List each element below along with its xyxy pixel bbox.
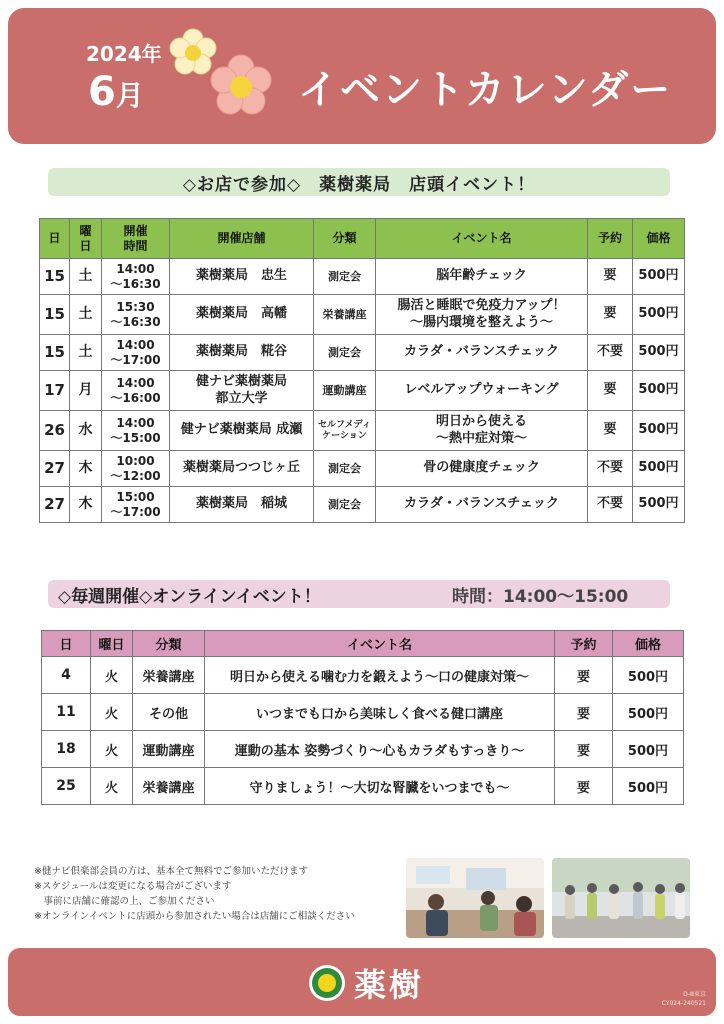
cell-price: 500円 [633,335,685,371]
cell-day: 25 [42,768,91,805]
col-header-reservation: 予約 [588,219,633,259]
cell-time-line: 14:00 [116,261,155,276]
cell-price: 500円 [613,694,684,731]
cell-category [314,411,376,451]
footnote: ※スケジュールは変更になる場合がございます [34,881,232,892]
cell-time-line: ～17:00 [110,504,161,519]
cell-store-line: 薬樹薬局 稲城 [195,496,287,512]
cell-category [314,487,376,523]
cell-reservation: 要 [555,768,613,805]
cell-price: 500円 [633,295,685,335]
cell-reservation: 要 [588,411,633,451]
cell-reservation: 不要 [588,451,633,487]
col-header-event: イベント名 [205,631,555,657]
cell-store-line: 薬樹薬局 糀谷 [195,344,287,360]
cell-category-line: セルフメディ [318,419,371,430]
cell-store-line: 健ナビ薬樹薬局 成瀬 [180,422,303,438]
company-logo [308,960,424,1006]
cell-weekday: 木 [70,451,102,487]
cell-time [102,451,170,487]
cell-event-name [376,371,588,411]
table-row [42,694,684,731]
table-row [42,657,684,694]
online-events-banner [48,580,670,608]
cell-weekday: 木 [70,487,102,523]
cell-reservation: 要 [588,295,633,335]
large-flower-icon [208,54,274,120]
cell-time [102,295,170,335]
cell-category [314,371,376,411]
col-header-event: イベント名 [376,219,588,259]
cell-reservation: 不要 [588,487,633,523]
cell-weekday: 土 [70,295,102,335]
cell-store-line: 薬樹薬局 忠生 [195,268,287,284]
cell-reservation: 要 [555,657,613,694]
cell-event-name-line: レベルアップウォーキング [404,382,559,398]
cell-day: 11 [42,694,91,731]
cell-time-line: ～16:30 [110,276,161,291]
online-banner-time: 時間：14:00～15:00 [452,586,629,607]
cell-event-name-line: カラダ・バランスチェック [404,496,559,512]
cell-weekday: 火 [91,731,133,768]
cell-weekday: 土 [70,335,102,371]
cell-category: 運動講座 [133,731,205,768]
cell-weekday: 水 [70,411,102,451]
cell-reservation: 要 [588,259,633,295]
cell-event-name: いつまでも口から美味しく食べる健口講座 [205,694,555,731]
table-row [40,411,685,451]
cell-time-line: 14:00 [116,375,155,390]
cell-time-line: 14:00 [116,337,155,352]
store-events-table [39,218,685,523]
cell-time [102,487,170,523]
col-header-price: 価格 [633,219,685,259]
table-row [42,731,684,768]
col-header-day: 日 [42,631,91,657]
cell-weekday: 月 [70,371,102,411]
cell-time-line: ～12:00 [110,468,161,483]
cell-time-line: 15:00 [116,489,155,504]
cell-store [170,371,314,411]
col-header-day: 日 [40,219,70,259]
cell-price: 500円 [633,411,685,451]
cell-event-name: 明日から使える噛む力を鍛えよう～口の健康対策～ [205,657,555,694]
cell-day: 15 [40,259,70,295]
col-header-time: 開催 時間 [102,219,170,259]
cell-time-line: ～16:00 [110,390,161,405]
cell-category [314,451,376,487]
table-row [40,259,685,295]
cell-store-line: 健ナビ薬樹薬局 [195,374,287,390]
cell-time-line: ～15:00 [110,430,161,445]
cell-category-line: 栄養講座 [322,307,367,321]
cell-event-name [376,451,588,487]
cell-event-name-line: ～熱中症対策～ [435,430,527,446]
code-line: D-Ⅲ東京 [683,991,706,998]
cell-day: 15 [40,295,70,335]
cell-event-name-line: 骨の健康度チェック [423,460,540,476]
table-row [42,768,684,805]
cell-price: 500円 [633,487,685,523]
cell-store-line: 薬樹薬局 高幡 [195,306,287,322]
header-title: イベントカレンダー [298,67,673,113]
cell-day: 26 [40,411,70,451]
cell-price: 500円 [613,657,684,694]
cell-price: 500円 [633,371,685,411]
cell-day: 15 [40,335,70,371]
footer-banner [8,948,716,1016]
cell-category-line: 測定会 [328,461,361,475]
col-header-price: 価格 [613,631,684,657]
cell-time [102,411,170,451]
cell-category-line: 運動講座 [322,383,367,397]
cell-day: 17 [40,371,70,411]
cell-day: 27 [40,451,70,487]
cell-weekday: 土 [70,259,102,295]
col-header-category: 分類 [133,631,205,657]
cell-store-line: 都立大学 [215,390,268,406]
logo-text: 薬樹 [354,966,425,1004]
cell-event-name: 運動の基本 姿勢づくり～心もカラダもすっきり～ [205,731,555,768]
cell-category-line: 測定会 [328,269,361,283]
online-table-header-row [42,631,684,657]
footnote: ※健ナビ倶楽部会員の方は、基本全て無料でご参加いただけます [34,866,308,877]
event-photo-walking [552,858,690,938]
cell-weekday: 火 [91,768,133,805]
header-year: 2024年 [86,42,162,66]
col-header-category: 分類 [314,219,376,259]
cell-event-name-line: 明日から使える [435,414,527,430]
online-events-table [41,630,684,805]
cell-time-line: 14:00 [116,415,155,430]
cell-event-name-line: カラダ・バランスチェック [404,344,559,360]
store-events-banner: ◇お店で参加◇ 薬樹薬局 店頭イベント！ [48,168,670,196]
cell-event-name: 守りましょう！～大切な腎臓をいつまでも～ [205,768,555,805]
cell-price: 500円 [613,731,684,768]
cell-price: 500円 [633,259,685,295]
cell-time-line: 15:30 [116,299,155,314]
cell-category-line: ケーション [322,430,367,441]
cell-category-line: 測定会 [328,497,361,511]
cell-category [314,335,376,371]
online-banner-title: ◇毎週開催◇オンラインイベント！ [58,586,321,607]
table-row [40,371,685,411]
cell-category: 栄養講座 [133,768,205,805]
cell-event-name [376,335,588,371]
footnote: 事前に店舗に確認の上、ご参加ください [34,896,215,907]
cell-store [170,295,314,335]
cell-reservation: 要 [555,731,613,768]
cell-store [170,335,314,371]
cell-event-name [376,411,588,451]
cell-weekday: 火 [91,657,133,694]
cell-store-line: 薬樹薬局つつじヶ丘 [182,460,300,476]
cell-reservation: 要 [588,371,633,411]
cell-time-line: ～16:30 [110,314,161,329]
cell-category: 栄養講座 [133,657,205,694]
cell-weekday: 火 [91,694,133,731]
cell-reservation: 要 [555,694,613,731]
cell-time [102,371,170,411]
logo-emblem-icon [308,964,346,1002]
table-row [40,451,685,487]
cell-price: 500円 [613,768,684,805]
cell-store [170,259,314,295]
footnotes [34,864,404,924]
col-header-weekday: 曜 日 [70,219,102,259]
cell-store [170,487,314,523]
cell-reservation: 不要 [588,335,633,371]
cell-day: 4 [42,657,91,694]
col-header-reservation: 予約 [555,631,613,657]
cell-time-line: 10:00 [116,453,155,468]
cell-category: その他 [133,694,205,731]
cell-store [170,451,314,487]
cell-event-name [376,259,588,295]
cell-price: 500円 [633,451,685,487]
cell-day: 18 [42,731,91,768]
cell-category [314,295,376,335]
header-month: 6月 [88,69,144,115]
store-table-header-row [40,219,685,259]
table-row [40,295,685,335]
cell-category [314,259,376,295]
cell-category-line: 測定会 [328,345,361,359]
cell-event-name-line: ～腸内環境を整えよう～ [409,314,553,330]
cell-time [102,335,170,371]
event-photo-indoor [406,858,544,938]
cell-time-line: ～17:00 [110,352,161,367]
table-row [40,335,685,371]
table-row [40,487,685,523]
col-header-store: 開催店舗 [170,219,314,259]
cell-store [170,411,314,451]
cell-day: 27 [40,487,70,523]
cell-event-name [376,295,588,335]
cell-event-name [376,487,588,523]
footnote: ※オンラインイベントに店頭から参加されたい場合は店舗にご相談ください [34,911,355,922]
document-code [662,990,706,1008]
cell-event-name-line: 脳年齢チェック [436,268,527,284]
col-header-weekday: 曜日 [91,631,133,657]
cell-time [102,259,170,295]
header-banner [8,8,716,144]
code-line: CY024-240521 [661,1000,706,1007]
cell-event-name-line: 腸活と睡眠で免疫力アップ！ [397,298,566,314]
